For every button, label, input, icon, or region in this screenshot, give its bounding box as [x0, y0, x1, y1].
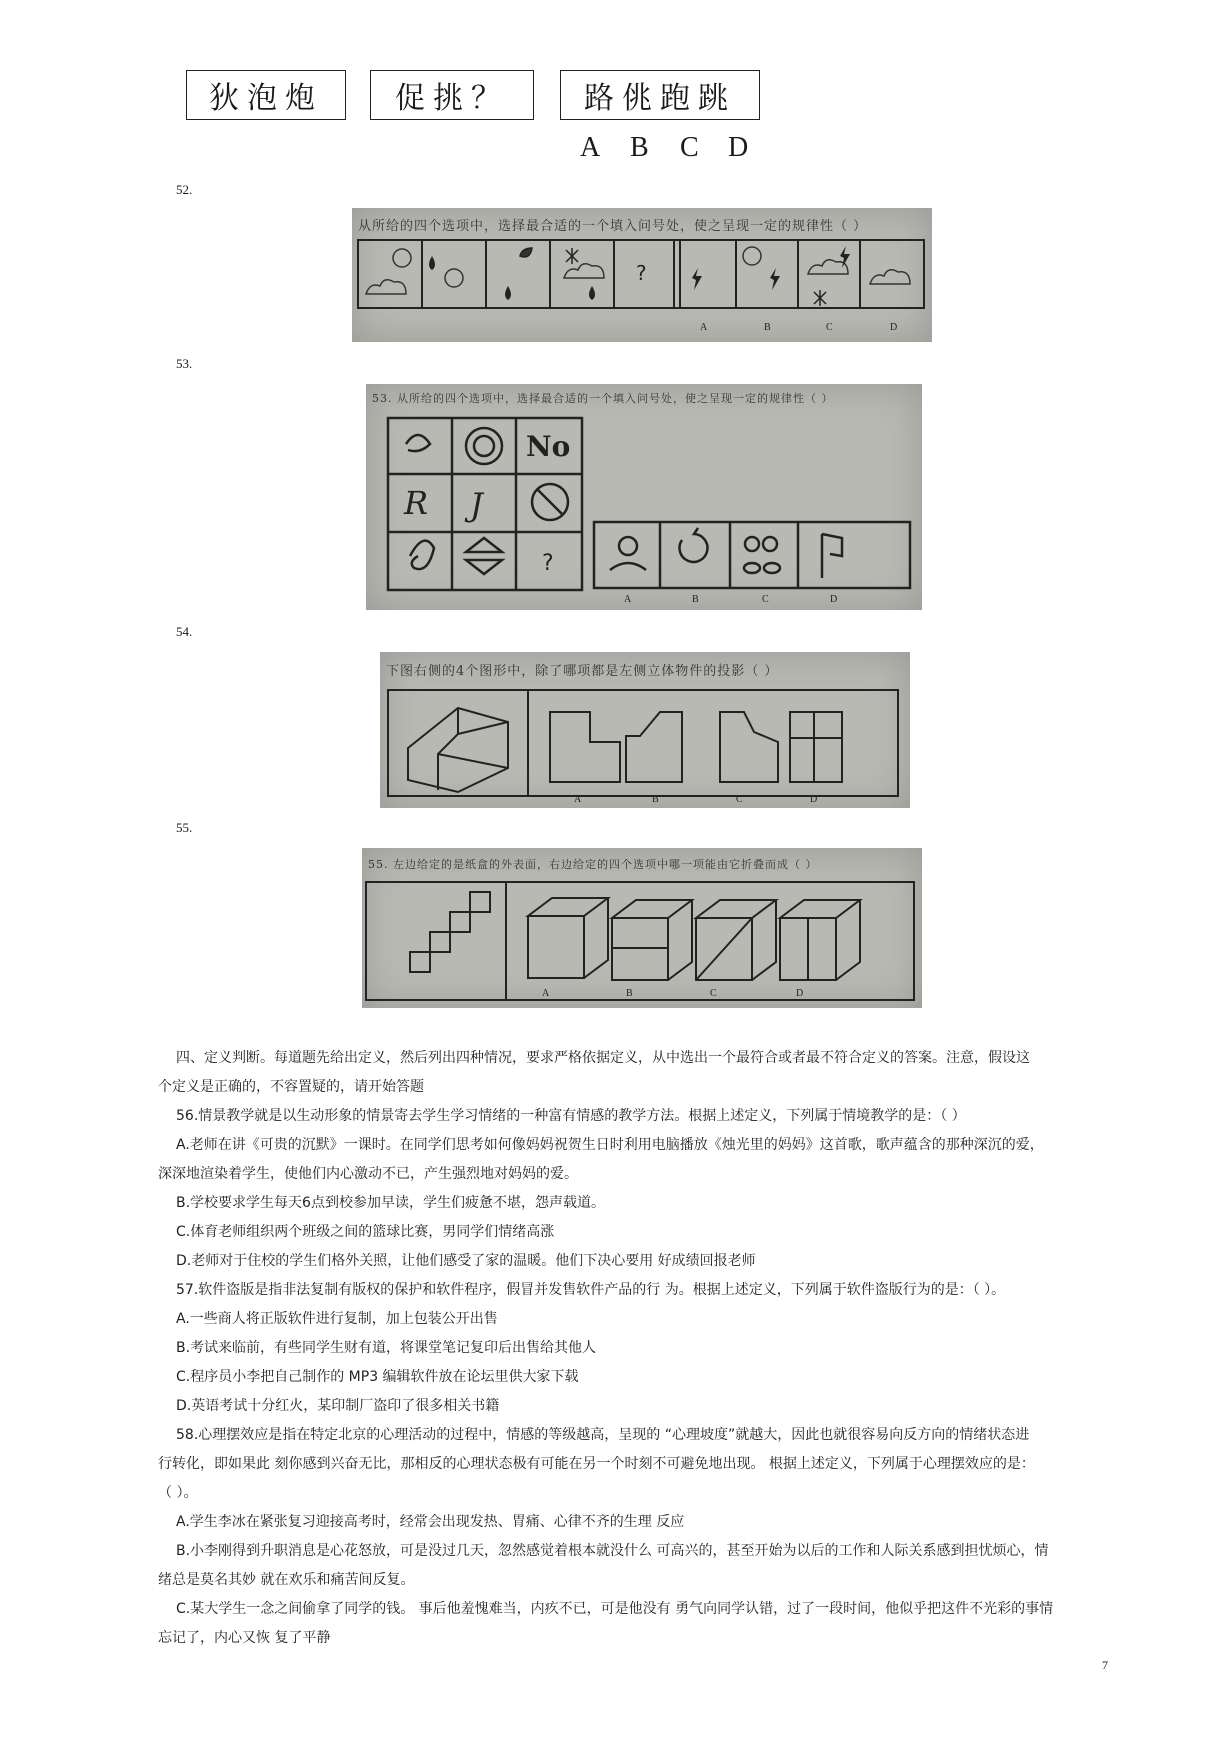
q56-option-a-line2: 深深地渲染着学生，使他们内心激动不已，产生强烈地对妈妈的爱。	[158, 1166, 578, 1182]
page-number: 7	[1102, 1658, 1108, 1672]
q53-option-a: A	[624, 594, 632, 605]
q51-box-1-text: 狄泡炮	[209, 81, 323, 116]
q58-option-b-line2: 绪总是莫名其妙 就在欢乐和痛苦间反复。	[158, 1572, 415, 1588]
q58-option-c-line2: 忘记了，内心又恢 复了平静	[158, 1630, 331, 1646]
q52-option-c: C	[826, 322, 833, 333]
q51-option-d: D	[728, 132, 749, 163]
q54-option-c: C	[736, 794, 743, 805]
q53-option-d: D	[830, 594, 838, 605]
q55-option-d: D	[796, 988, 804, 999]
q54-photo	[380, 652, 910, 808]
q55-figure	[362, 848, 922, 1008]
q51-box-1	[186, 70, 346, 120]
q52-number: 52.	[176, 182, 193, 197]
q58-stem-line3: （ ）。	[158, 1485, 198, 1501]
q54-option-d: D	[810, 794, 818, 805]
q58-option-c-line1: C.某大学生一念之间偷拿了同学的钱。 事后他羞愧难当，内疚不已，可是他没有 勇气向同学认错，过了一段时间，他似乎把这件不光彩的事情	[176, 1601, 1054, 1617]
q52-option-a: A	[700, 322, 708, 333]
q56-option-c: C.体育老师组织两个班级之间的篮球比赛，男同学们情绪高涨	[176, 1224, 555, 1240]
q57-option-d: D.英语考试十分红火，某印制厂盗印了很多相关书籍	[176, 1398, 500, 1414]
q55-photo-text: 55. 左边给定的是纸盒的外表面，右边给定的四个选项中哪一项能由它折叠而成（ ）	[368, 858, 818, 871]
q51-box-2-text: 促挑？	[395, 81, 509, 116]
q51-option-b: B	[630, 132, 649, 163]
q55-option-c: C	[710, 988, 717, 999]
q54-option-b: B	[652, 794, 659, 805]
q53-photo	[366, 384, 922, 610]
q52-photo-text: 从所给的四个选项中，选择最合适的一个填入问号处，使之呈现一定的规律性（ ）	[358, 219, 868, 234]
q58-option-a: A.学生李冰在紧张复习迎接高考时，经常会出现发热、胃痛、心律不齐的生理 反应	[176, 1514, 685, 1530]
section-heading-line2: 个定义是正确的，不容置疑的，请开始答题	[158, 1079, 424, 1095]
q57-option-c: C.程序员小李把自己制作的 MP3 编辑软件放在论坛里供大家下载	[176, 1369, 579, 1385]
q57-stem: 57.软件盗版是指非法复制有版权的保护和软件程序，假冒并发售软件产品的行 为。根据上述定义，下列属于软件盗版行为的是：（ ）。	[176, 1282, 1006, 1298]
text-section	[158, 1044, 1110, 1653]
q54-figure	[380, 652, 910, 808]
q55-number: 55.	[176, 820, 193, 835]
q56-option-b: B.学校要求学生每天6点到校参加早读，学生们疲惫不堪，怨声载道。	[176, 1195, 605, 1211]
q55-option-b: B	[626, 988, 633, 999]
q55-option-a: A	[542, 988, 550, 999]
q51-box-2	[370, 70, 534, 120]
q53-grid-no: No	[526, 430, 571, 463]
q54-number: 54.	[176, 624, 193, 639]
q54-option-a: A	[574, 794, 582, 805]
q51-option-c: C	[680, 132, 699, 163]
q52-photo	[352, 208, 932, 342]
q53-option-c: C	[762, 594, 769, 605]
q52-figure	[352, 208, 932, 342]
q58-stem-line2: 行转化，即如果此 刻你感到兴奋无比，那相反的心理状态极有可能在另一个时刻不可避免地出现。 根据上述定义，下列属于心理摆效应的是：	[158, 1456, 1035, 1472]
q58-option-b-line1: B.小李刚得到升职消息是心花怒放，可是没过几天，忽然感觉着根本就没什么 可高兴的，甚至开始为以后的工作和人际关系感到担忧烦心，情	[176, 1543, 1049, 1559]
section-heading-line1: 四、定义判断。每道题先给出定义，然后列出四种情况，要求严格依据定义，从中选出一个最符合或者最不符合定义的答案。注意，假设这	[176, 1050, 1030, 1066]
q55-photo	[362, 848, 922, 1008]
q53-grid-j: J	[470, 486, 483, 524]
q56-option-d: D.老师对于住校的学生们格外关照，让他们感受了家的温暖。他们下决心要用 好成绩回报老师	[176, 1253, 756, 1269]
q51-box-3-text: 路佻跑跳	[584, 81, 736, 116]
q53-grid-r: R	[404, 484, 429, 522]
q52-question-mark: ?	[636, 261, 647, 285]
q57-option-b: B.考试来临前，有些同学生财有道，将课堂笔记复印后出售给其他人	[176, 1340, 597, 1356]
q53-figure	[366, 384, 922, 610]
q52-option-d: D	[890, 322, 898, 333]
q58-stem-line1: 58.心理摆效应是指在特定北京的心理活动的过程中，情感的等级越高，呈现的 “心理坡度”就越大，因此也就很容易向反方向的情绪状态进	[176, 1427, 1030, 1443]
q53-option-b: B	[692, 594, 699, 605]
q53-number: 53.	[176, 356, 193, 371]
q51-box-3	[560, 70, 760, 120]
q56-option-a-line1: A.老师在讲《可贵的沉默》一课时。在同学们思考如何像妈妈祝贺生日时利用电脑播放《烛光里的妈妈》这首歌，歌声蕴含的那种深沉的爱，	[176, 1137, 1044, 1153]
q51-option-a: A	[580, 132, 601, 163]
q53-grid-question: ?	[542, 551, 554, 576]
q57-option-a: A.一些商人将正版软件进行复制，加上包装公开出售	[176, 1311, 498, 1327]
q54-photo-text: 下图右侧的4个图形中，除了哪项都是左侧立体物件的投影（ ）	[386, 664, 779, 679]
q56-stem: 56.情景教学就是以生动形象的情景寄去学生学习情绪的一种富有情感的教学方法。根据上述定义，下列属于情境教学的是：（ ）	[176, 1108, 966, 1124]
q53-photo-text: 53. 从所给的四个选项中，选择最合适的一个填入问号处，使之呈现一定的规律性（ ）	[372, 392, 834, 405]
q52-option-b: B	[764, 322, 771, 333]
